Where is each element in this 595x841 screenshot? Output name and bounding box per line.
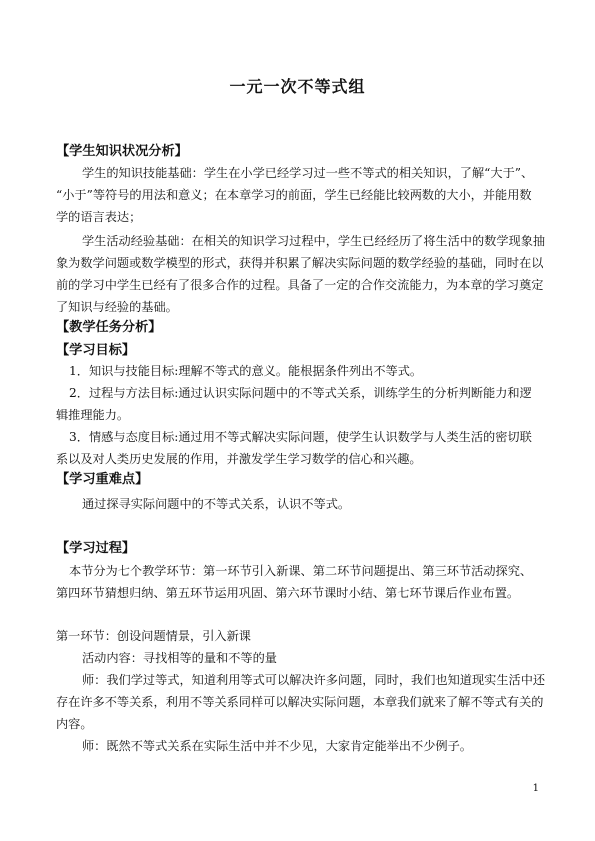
text-line: 存在许多不等关系，利用不等关系同样可以解决实际问题，本章我们就来了解不等式有关的 xyxy=(56,695,544,709)
page-number: 1 xyxy=(532,783,539,794)
step-title: 第一环节：创设问题情景，引入新课 xyxy=(56,629,251,643)
goal-item-continuation: 辑推理能力。 xyxy=(56,408,130,422)
goals-list xyxy=(56,360,542,470)
text-line: 学生的知识技能基础：学生在小学已经学习过一些不等式的相关知识，了解“大于”、 xyxy=(82,166,534,180)
paragraph-experience-base xyxy=(56,230,546,318)
paragraph-knowledge-base xyxy=(56,162,542,228)
heading-task-analysis: 【教学任务分析】 xyxy=(56,320,162,335)
goal-item-continuation: 系以及对人类历史发展的作用，并激发学生学习数学的信心和兴趣。 xyxy=(56,452,422,466)
heading-learning-process: 【学习过程】 xyxy=(56,541,136,556)
goal-item: 2．过程与方法目标:通过认识实际问题中的不等式关系，训练学生的分析判断能力和逻 xyxy=(69,386,532,400)
activity-content: 活动内容：寻找相等的量和不等的量 xyxy=(82,651,277,665)
document-title: 一元一次不等式组 xyxy=(229,77,366,96)
text-line: 师：既然不等式关系在实际生活中并不少见，大家肯定能举出不少例子。 xyxy=(82,739,472,753)
text-line: 了知识与经验的基础。 xyxy=(56,300,178,314)
heading-key-points: 【学习重难点】 xyxy=(56,472,149,487)
text-line: 师：我们学过等式，知道利用等式可以解决许多问题，同时，我们也知道现实生活中还 xyxy=(82,673,546,687)
text-line: 前的学习中学生已经有了很多合作的过程。具备了一定的合作交流能力，为本章的学习奠定 xyxy=(56,278,544,292)
text-line: 第四环节猜想归纳、第五环节运用巩固、第六环节课时小结、第七环节课后作业布置。 xyxy=(56,586,520,600)
text-line: 通过探寻实际问题中的不等式关系，认识不等式。 xyxy=(82,497,351,511)
text-line: “小于”等符号的用法和意义；在本章学习的前面，学生已经能比较两数的大小，并能用数 xyxy=(56,188,532,202)
text-line: 学生活动经验基础：在相关的知识学习过程中，学生已经经历了将生活中的数学现象抽 xyxy=(82,234,546,248)
text-line: 象为数学问题或数学模型的形式，获得并积累了解决实际问题的数学经验的基础，同时在以 xyxy=(56,256,544,270)
heading-learning-goals: 【学习目标】 xyxy=(56,343,136,358)
text-line: 内容。 xyxy=(56,717,93,731)
text-line: 学的语言表达； xyxy=(56,210,142,224)
goal-item: 1．知识与技能目标:理解不等式的意义。能根据条件列出不等式。 xyxy=(69,364,423,378)
text-line: 本节分为七个教学环节：第一环节引入新课、第二环节问题提出、第三环节活动探究、 xyxy=(69,564,533,578)
goal-item: 3．情感与态度目标:通过用不等式解决实际问题，使学生认识数学与人类生活的密切联 xyxy=(69,430,532,444)
key-point-text xyxy=(56,493,542,515)
heading-student-analysis: 【学生知识状况分析】 xyxy=(56,144,188,159)
paragraph-process xyxy=(56,560,542,604)
step-one xyxy=(56,625,546,757)
